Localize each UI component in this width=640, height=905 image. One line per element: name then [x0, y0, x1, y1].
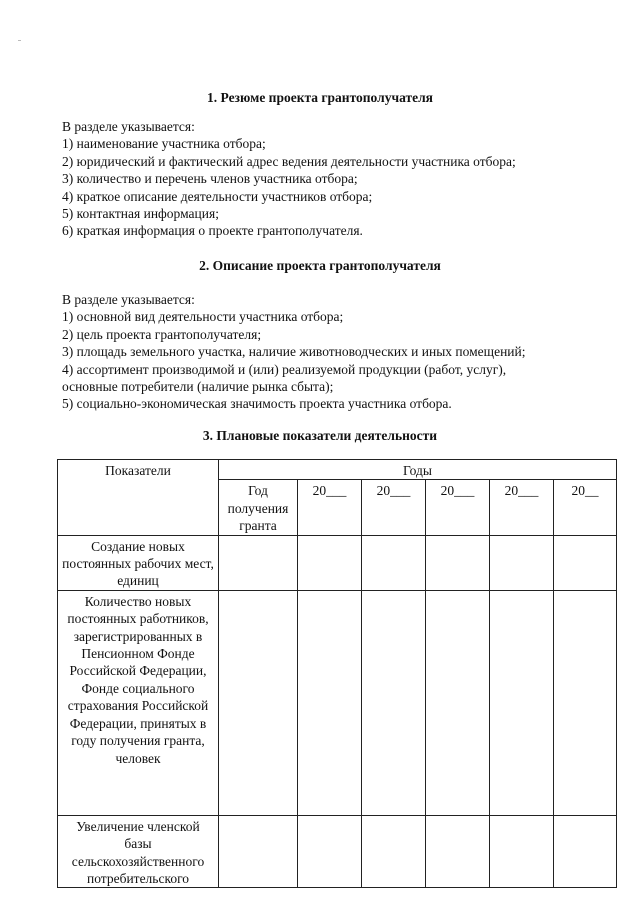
section-1-line: 2) юридический и фактический адрес ведения деятельности участника отбора; — [62, 153, 516, 169]
value-cell[interactable] — [490, 535, 554, 590]
value-cell[interactable] — [298, 535, 362, 590]
indicator-label: Количество новых постоянных работников, зарегистрированных в Пенсионном Фонде Российской Федерации, Фонде социального страхования Российской Федерации, принятых в году получения гранта, человек — [67, 593, 209, 766]
year-cell — [426, 480, 490, 535]
value-cell[interactable] — [362, 590, 426, 815]
value-cell[interactable] — [426, 590, 490, 815]
year-cell — [298, 480, 362, 535]
section-1-line: В разделе указывается: — [62, 119, 195, 134]
section-1-body — [62, 118, 592, 240]
value-cell[interactable] — [554, 535, 617, 590]
value-cell[interactable] — [298, 590, 362, 815]
value-cell[interactable] — [219, 590, 298, 815]
section-2-line: В разделе указывается: — [62, 292, 195, 307]
value-cell[interactable] — [426, 535, 490, 590]
value-cell[interactable] — [362, 815, 426, 888]
indicator-cell — [58, 815, 219, 888]
value-cell[interactable] — [298, 815, 362, 888]
indicator-label: Увеличение членской базы сельскохозяйственного потребительского — [71, 818, 205, 887]
indicator-cell — [58, 535, 219, 590]
indicator-label: Создание новых постоянных рабочих мест, единиц — [62, 538, 214, 589]
section-2-line: 1) основной вид деятельности участника отбора; — [62, 309, 344, 325]
section-2-body — [62, 291, 592, 413]
section-1-line: 3) количество и перечень членов участника отбора; — [62, 171, 358, 187]
header-indicators: Показатели — [105, 463, 171, 478]
scan-mark — [18, 40, 21, 41]
year-cell — [490, 480, 554, 535]
section-1-line: 5) контактная информация; — [62, 206, 219, 222]
value-cell[interactable] — [219, 815, 298, 888]
header-indicators-cell — [58, 460, 219, 536]
section-2-line: 3) площадь земельного участка, наличие животноводческих и иных помещений; — [62, 344, 526, 360]
value-cell[interactable] — [426, 815, 490, 888]
year-placeholder: 20___ — [376, 483, 411, 499]
section-2-line: 5) социально-экономическая значимость проекта участника отбора. — [62, 396, 452, 412]
year-placeholder: 20___ — [504, 483, 539, 499]
value-cell[interactable] — [490, 590, 554, 815]
section-1-line: 1) наименование участника отбора; — [62, 136, 266, 152]
table-row — [58, 815, 617, 888]
value-cell[interactable] — [490, 815, 554, 888]
section-1-line: 4) краткое описание деятельности участников отбора; — [62, 188, 373, 204]
table-row — [58, 535, 617, 590]
table-header-row — [58, 460, 617, 480]
section-1-line: 6) краткая информация о проекте грантополучателя. — [62, 223, 363, 239]
indicator-cell — [58, 590, 219, 815]
section-2-heading: 2. Описание проекта грантополучателя — [199, 258, 441, 273]
year-grant-cell — [219, 480, 298, 535]
section-1-heading: 1. Резюме проекта грантополучателя — [207, 90, 433, 105]
year-grant-label: Год получения гранта — [227, 483, 289, 534]
year-cell — [554, 480, 617, 535]
section-3-heading: 3. Плановые показатели деятельности — [202, 428, 438, 443]
section-2-line: 2) цель проекта грантополучателя; — [62, 326, 262, 342]
header-years: Годы — [403, 463, 432, 478]
value-cell[interactable] — [554, 815, 617, 888]
value-cell[interactable] — [219, 535, 298, 590]
section-2-line: основные потребители (наличие рынка сбыта); — [62, 379, 334, 395]
year-placeholder: 20__ — [571, 483, 599, 499]
year-placeholder: 20___ — [312, 483, 347, 499]
value-cell[interactable] — [362, 535, 426, 590]
year-placeholder: 20___ — [440, 483, 475, 499]
header-years-cell — [219, 460, 617, 480]
year-cell — [362, 480, 426, 535]
section-2-line: 4) ассортимент производимой и (или) реализуемой продукции (работ, услуг), — [62, 361, 507, 377]
plan-indicators-table — [57, 459, 617, 888]
table-row — [58, 590, 617, 815]
value-cell[interactable] — [554, 590, 617, 815]
